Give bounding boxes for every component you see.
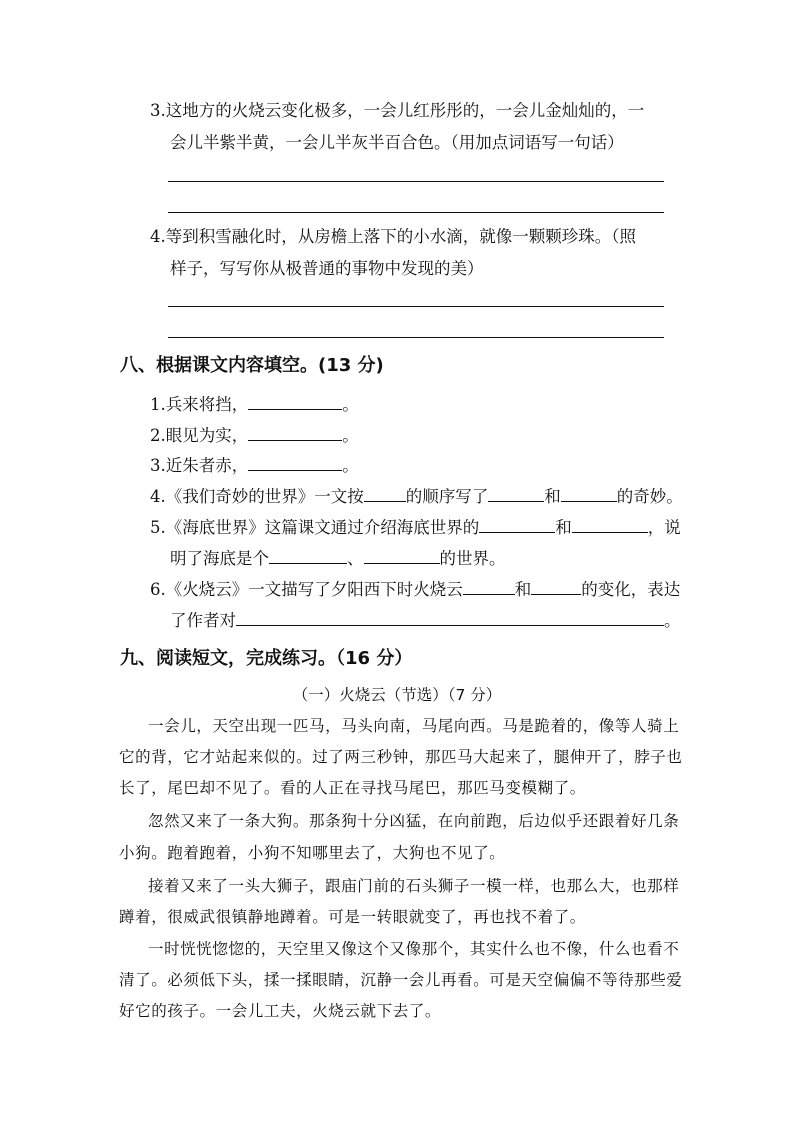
section8-heading: 八、根据课文内容填空。(13 分) [120, 355, 384, 376]
s8-item-6-blank-3[interactable] [236, 609, 664, 626]
s8-item-1-text: 1.兵来将挡， [150, 395, 249, 414]
s8-item-1-end: 。 [342, 395, 359, 414]
s8-item-5-blank-1[interactable] [479, 516, 555, 533]
passage-line-6: 接着又来了一头大狮子，跟庙门前的石头狮子一模一样，也那么大，也那样 [148, 877, 680, 895]
s8-item-3-end: 。 [342, 456, 359, 475]
s8-item-5-blank-2[interactable] [572, 516, 648, 533]
passage-line-3: 长了，尾巴却不见了。看的人正在寻找马尾巴，那匹马变模糊了。 [119, 779, 586, 797]
q3-line2: 会儿半紫半黄，一会儿半灰半百合色。（用加点词语写一句话） [170, 133, 624, 152]
s8-item-4-blank-3[interactable] [561, 485, 617, 502]
passage-line-4: 忽然又来了一条大狗。那条狗十分凶猛，在向前跑，后边似乎还跟着好几条 [148, 812, 680, 830]
s8-item-5-cont [170, 547, 506, 570]
s8-item-4-a: 4.《我们奇妙的世界》一文按 [150, 487, 364, 506]
q4-answer-line-2[interactable] [168, 337, 664, 338]
q3-answer-line-1[interactable] [168, 181, 664, 182]
s8-item-3-text: 3.近朱者赤， [150, 456, 249, 475]
s8-item-2 [150, 424, 359, 447]
s8-item-5-blank-4[interactable] [364, 547, 440, 564]
q4-line2: 样子，写写你从极普通的事物中发现的美） [170, 259, 484, 278]
passage-line-8: 一时恍恍惚惚的，天空里又像这个又像那个，其实什么也不像，什么也看不 [148, 940, 680, 958]
s8-item-3 [150, 454, 359, 477]
s8-item-5-blank-3[interactable] [269, 547, 347, 564]
s8-item-6-b: 和 [514, 580, 532, 599]
s8-item-6 [150, 578, 680, 601]
s8-item-4-d: 的奇妙。 [616, 487, 683, 506]
passage-line-5: 小狗。跑着跑着，小狗不知哪里去了，大狗也不见了。 [119, 844, 506, 862]
passage-line-10: 好它的孩子。一会儿工夫，火烧云就下去了。 [119, 1002, 442, 1020]
q3-line1: 3.这地方的火烧云变化极多，一会儿红彤彤的，一会儿金灿灿的，一 [150, 101, 645, 120]
s8-item-2-end: 。 [342, 426, 359, 445]
q4-answer-line-1[interactable] [168, 306, 664, 307]
s8-item-1-blank[interactable] [248, 393, 342, 410]
passage-line-7: 蹲着，很威武很镇静地蹲着。可是一转眼就变了，再也找不着了。 [119, 908, 586, 926]
s8-item-5-c: ，说 [647, 518, 681, 537]
s8-item-5-cont-c: 的世界。 [439, 549, 506, 568]
s8-item-4-b: 的顺序写了 [405, 487, 489, 506]
s8-item-6-cont [170, 609, 681, 632]
s8-item-6-blank-2[interactable] [531, 578, 581, 595]
s8-item-1 [150, 393, 359, 416]
passage-line-1: 一会儿，天空出现一匹马，马头向南，马尾向西。马是跪着的，像等人骑上 [148, 717, 680, 735]
s8-item-5-cont-b: 、 [347, 549, 364, 568]
s8-item-4-blank-1[interactable] [364, 485, 406, 502]
passage-title: （一）火烧云（节选）（7 分） [292, 686, 502, 704]
s8-item-2-text: 2.眼见为实， [150, 426, 249, 445]
s8-item-6-cont-b: 。 [664, 611, 681, 630]
s8-item-6-cont-a: 了作者对 [170, 611, 236, 630]
section9-heading: 九、阅读短文，完成练习。（16 分） [120, 648, 413, 669]
s8-item-6-a: 6.《火烧云》一文描写了夕阳西下时火烧云 [150, 580, 463, 599]
s8-item-6-c: 的变化，表达 [581, 580, 681, 599]
s8-item-4 [150, 485, 683, 508]
s8-item-5 [150, 516, 681, 539]
q3-answer-line-2[interactable] [168, 212, 664, 213]
s8-item-5-b: 和 [555, 518, 572, 537]
s8-item-6-blank-1[interactable] [463, 578, 515, 595]
s8-item-4-blank-2[interactable] [488, 485, 544, 502]
passage-line-2: 它的背，它才站起来似的。过了两三秒钟，那匹马大起来了，腿伸开了，脖子也 [119, 748, 683, 766]
s8-item-2-blank[interactable] [248, 424, 342, 441]
q4-line1: 4.等到积雪融化时，从房檐上落下的小水滴，就像一颗颗珍珠。（照 [150, 227, 636, 246]
s8-item-5-a: 5.《海底世界》这篇课文通过介绍海底世界的 [150, 518, 480, 537]
s8-item-4-c: 和 [544, 487, 561, 506]
s8-item-5-cont-a: 明了海底是个 [170, 549, 269, 568]
passage-line-9: 清了。必须低下头，揉一揉眼睛，沉静一会儿再看。可是天空偏偏不等待那些爱 [119, 971, 683, 989]
s8-item-3-blank[interactable] [248, 454, 342, 471]
